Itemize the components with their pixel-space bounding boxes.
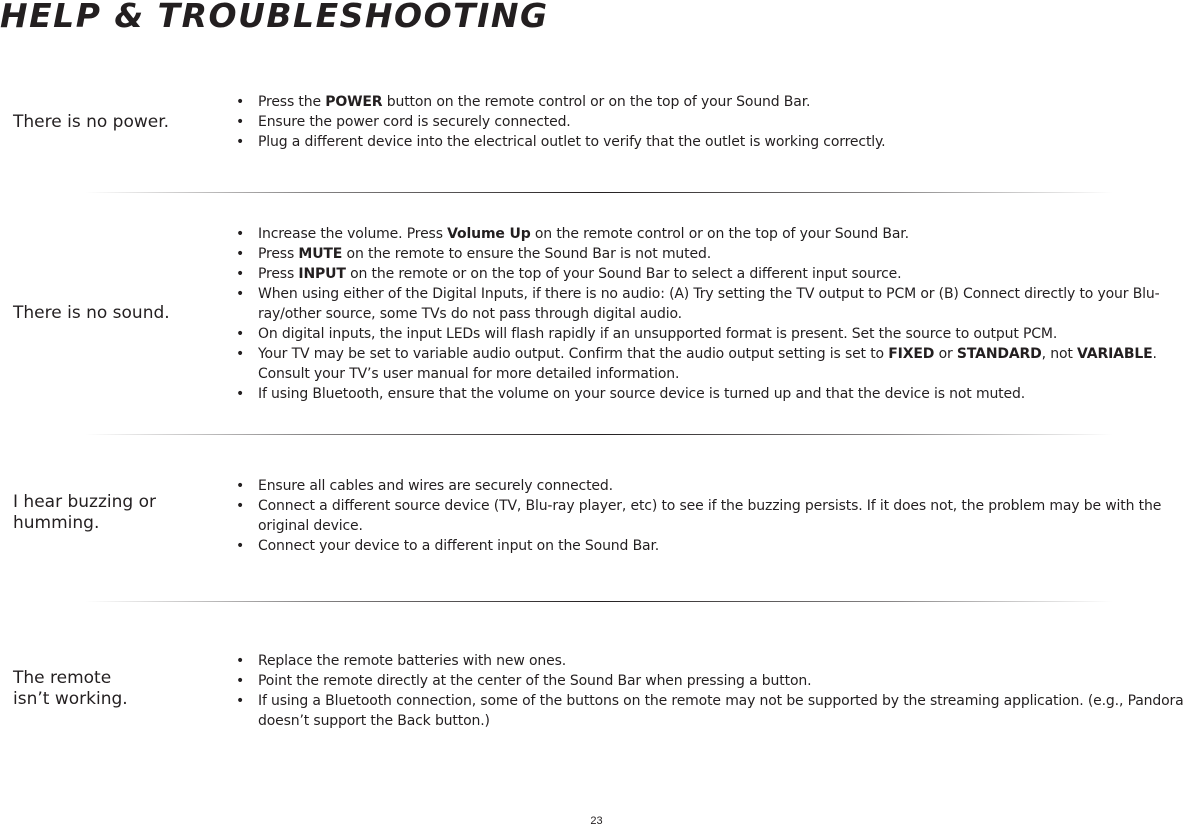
solution-step	[236, 691, 1193, 731]
step-text: Press	[258, 266, 299, 282]
section-divider	[85, 434, 1113, 435]
step-text: Ensure all cables and wires are securely connected.	[258, 478, 613, 494]
step-text: button on the remote control or on the top of your Sound Bar.	[382, 94, 811, 110]
step-text: If using Bluetooth, ensure that the volume on your source device is turned up and that the device is not muted.	[258, 386, 1026, 402]
step-text: On digital inputs, the input LEDs will flash rapidly if an unsupported format is present. Set the source to output PCM.	[258, 326, 1058, 342]
section-divider	[85, 601, 1113, 602]
emphasized-term: Volume Up	[447, 226, 531, 242]
emphasized-term: FIXED	[888, 346, 935, 362]
bullet-icon: •	[236, 653, 245, 669]
step-text: Ensure the power cord is securely connected.	[258, 114, 571, 130]
solution-step	[236, 651, 1193, 671]
step-text: If using a Bluetooth connection, some of the buttons on the remote may not be supported by the streaming application. (e.g., Pandora doesn’t support the Back button.)	[258, 693, 1184, 729]
solution-step	[236, 344, 1193, 384]
solution-list	[236, 224, 1193, 404]
bullet-icon: •	[236, 114, 245, 130]
emphasized-term: VARIABLE	[1077, 346, 1153, 362]
step-text: Plug a different device into the electrical outlet to verify that the outlet is working correctly.	[258, 134, 886, 150]
step-text: Connect a different source device (TV, Blu-ray player, etc) to see if the buzzing persists. If it does not, the problem may be with the original device.	[258, 498, 1162, 534]
bullet-icon: •	[236, 538, 245, 554]
step-text: on the remote control or on the top of your Sound Bar.	[530, 226, 909, 242]
solution-step	[236, 224, 1193, 244]
step-text: . Consult your TV’s user manual for more detailed information.	[258, 346, 1157, 382]
step-text: Increase the volume. Press	[258, 226, 448, 242]
issue-heading: There is no sound.	[13, 303, 170, 323]
step-text: or	[934, 346, 957, 362]
emphasized-term: STANDARD	[956, 346, 1042, 362]
solution-step	[236, 92, 1193, 112]
step-text: When using either of the Digital Inputs, if there is no audio: (A) Try setting the TV output to PCM or (B) Connect directly to your Blu-ray/other source, some TVs do not pass through digital audio.	[258, 286, 1160, 322]
page-number: 23	[590, 815, 603, 827]
step-text: Press	[258, 246, 299, 262]
issue-heading: There is no power.	[13, 112, 170, 132]
solution-step	[236, 112, 1193, 132]
bullet-icon: •	[236, 346, 245, 362]
step-text: Replace the remote batteries with new ones.	[258, 653, 567, 669]
emphasized-term: POWER	[325, 94, 383, 110]
solution-list	[236, 651, 1193, 731]
bullet-icon: •	[236, 286, 245, 302]
step-text: Connect your device to a different input on the Sound Bar.	[258, 538, 660, 554]
solution-list	[236, 92, 1193, 152]
emphasized-term: MUTE	[298, 246, 343, 262]
step-text: on the remote to ensure the Sound Bar is not muted.	[342, 246, 711, 262]
page-title: HELP & TROUBLESHOOTING	[0, 0, 549, 35]
bullet-icon: •	[236, 246, 245, 262]
step-text: Press the	[258, 94, 326, 110]
step-text: , not	[1041, 346, 1078, 362]
step-text: Your TV may be set to variable audio output. Confirm that the audio output setting is set to	[258, 346, 889, 362]
issue-heading: The remote isn’t working.	[13, 668, 128, 709]
bullet-icon: •	[236, 673, 245, 689]
bullet-icon: •	[236, 693, 245, 709]
solution-step	[236, 496, 1193, 536]
solution-step	[236, 536, 1193, 556]
bullet-icon: •	[236, 94, 245, 110]
step-text: Point the remote directly at the center of the Sound Bar when pressing a button.	[258, 673, 812, 689]
bullet-icon: •	[236, 266, 245, 282]
section-divider	[85, 192, 1113, 193]
issue-heading: I hear buzzing or humming.	[13, 492, 156, 533]
solution-step	[236, 132, 1193, 152]
solution-step	[236, 264, 1193, 284]
solution-list	[236, 476, 1193, 556]
step-text: on the remote or on the top of your Sound Bar to select a different input source.	[345, 266, 902, 282]
emphasized-term: INPUT	[298, 266, 346, 282]
bullet-icon: •	[236, 386, 245, 402]
solution-step	[236, 284, 1193, 324]
solution-step	[236, 384, 1193, 404]
bullet-icon: •	[236, 478, 245, 494]
bullet-icon: •	[236, 498, 245, 514]
solution-step	[236, 324, 1193, 344]
bullet-icon: •	[236, 226, 245, 242]
solution-step	[236, 476, 1193, 496]
bullet-icon: •	[236, 134, 245, 150]
solution-step	[236, 671, 1193, 691]
solution-step	[236, 244, 1193, 264]
bullet-icon: •	[236, 326, 245, 342]
